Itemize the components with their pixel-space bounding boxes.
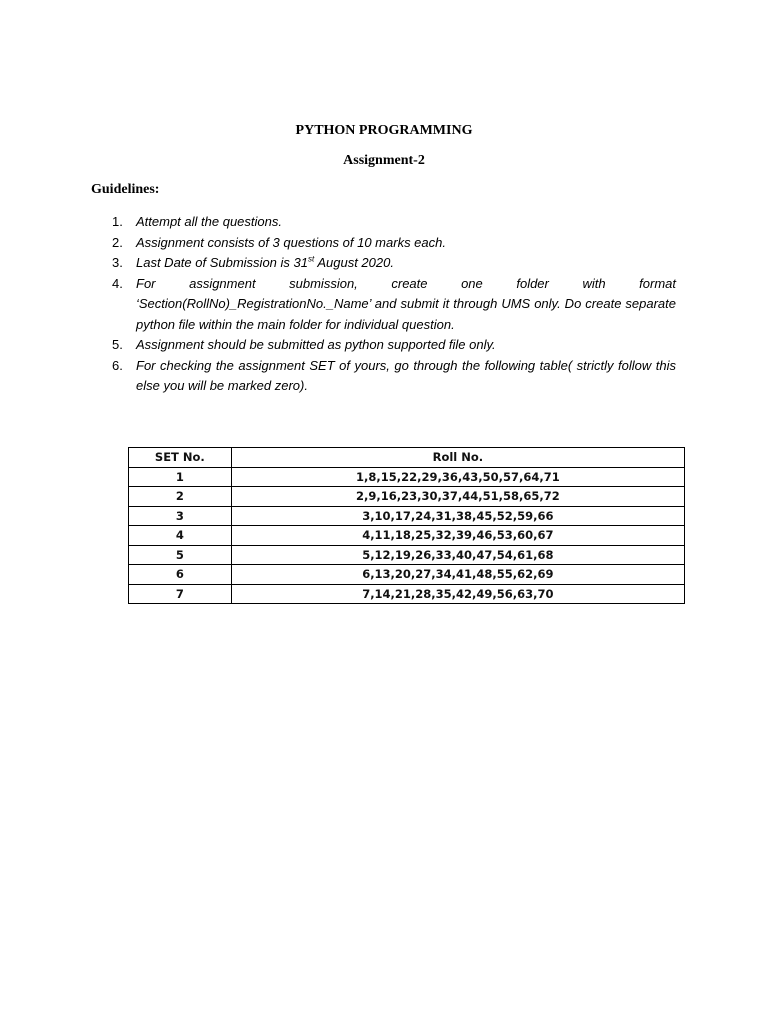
guideline-item — [110, 274, 676, 336]
guideline-item — [110, 212, 676, 233]
roll-numbers-cell: 4,11,18,25,32,39,46,53,60,67 — [231, 526, 684, 546]
guideline-number: 1. — [112, 214, 123, 229]
header-set-no: SET No. — [129, 448, 232, 468]
guideline-text: Assignment consists of 3 questions of 10 marks each. — [136, 234, 446, 250]
guideline-text-part: August 2020. — [314, 255, 394, 270]
guidelines-list — [110, 212, 676, 397]
table-row — [129, 565, 685, 585]
set-number-cell: 5 — [129, 545, 232, 565]
table-row — [129, 487, 685, 507]
roll-numbers-cell: 6,13,20,27,34,41,48,55,62,69 — [231, 565, 684, 585]
set-number-cell: 2 — [129, 487, 232, 507]
table-row — [129, 506, 685, 526]
guideline-number: 6. — [112, 357, 123, 373]
ordinal-superscript: st — [307, 254, 315, 264]
guidelines-heading: Guidelines: — [91, 182, 160, 197]
guideline-number: 3. — [112, 255, 123, 270]
table-header-row — [129, 448, 685, 468]
guideline-item — [110, 356, 676, 397]
set-number-cell: 3 — [129, 506, 232, 526]
set-assignment-table — [128, 447, 685, 604]
roll-numbers-cell: 2,9,16,23,30,37,44,51,58,65,72 — [231, 487, 684, 507]
guideline-text: For checking the assignment SET of yours, go through the following table( strictly follow this else you will be marked zero). — [136, 357, 676, 393]
assignment-subtitle: Assignment-2 — [343, 153, 425, 168]
document-title: PYTHON PROGRAMMING — [295, 123, 473, 138]
guideline-number: 4. — [112, 275, 123, 291]
set-number-cell: 1 — [129, 467, 232, 487]
header-roll-no: Roll No. — [231, 448, 684, 468]
guideline-number: 5. — [112, 337, 123, 352]
table-row — [129, 545, 685, 565]
set-number-cell: 6 — [129, 565, 232, 585]
guideline-text: For assignment submission, create one folder with format ‘Section(RollNo)_RegistrationNo._Name’ and submit it through UMS only. Do create separate python file within the main folder for individual question. — [136, 275, 676, 332]
roll-numbers-cell: 3,10,17,24,31,38,45,52,59,66 — [231, 506, 684, 526]
roll-numbers-cell: 7,14,21,28,35,42,49,56,63,70 — [231, 584, 684, 604]
set-number-cell: 4 — [129, 526, 232, 546]
guideline-text — [136, 255, 394, 270]
guideline-text: Attempt all the questions. — [136, 214, 282, 229]
table-row — [129, 584, 685, 604]
set-number-cell: 7 — [129, 584, 232, 604]
guideline-text: Assignment should be submitted as python supported file only. — [136, 337, 496, 352]
guideline-text-part: Last Date of Submission is 31 — [136, 255, 308, 270]
roll-numbers-cell: 1,8,15,22,29,36,43,50,57,64,71 — [231, 467, 684, 487]
guideline-item — [110, 233, 676, 254]
guideline-item — [110, 335, 676, 356]
roll-numbers-cell: 5,12,19,26,33,40,47,54,61,68 — [231, 545, 684, 565]
guideline-number: 2. — [112, 234, 123, 250]
guideline-item — [110, 253, 676, 274]
table-row — [129, 526, 685, 546]
table-row — [129, 467, 685, 487]
